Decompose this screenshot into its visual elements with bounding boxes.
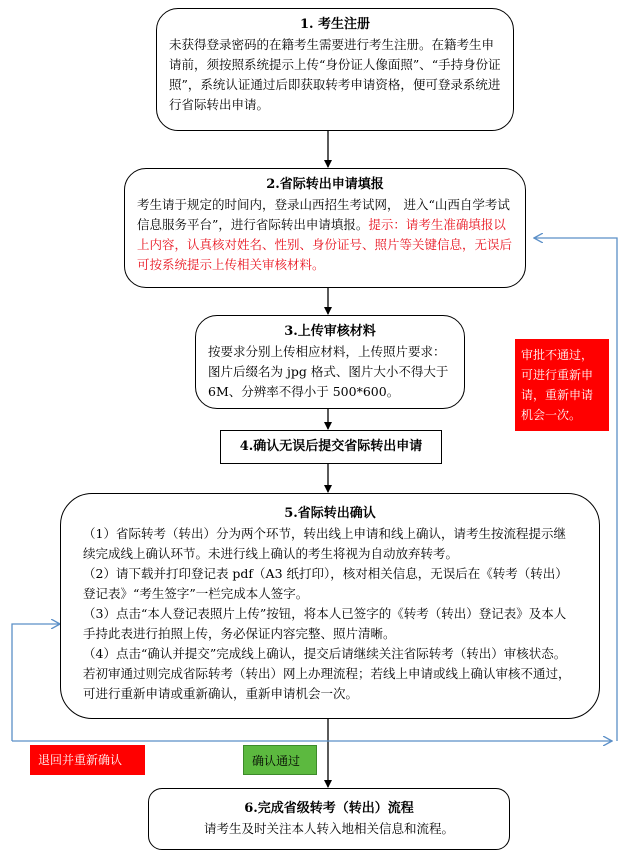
step2-warning: 提示：请考生准确填报以上内容，认真核对姓名、性别、身份证号、照片等关键信息，无误后可按系统提示上传相关审核材料。 [137,217,513,272]
step1-title: 1. 考生注册 [299,17,371,32]
step5-paragraph: （3）点击“本人登记表照片上传”按钮，将本人已签字的《转考（转出）登记表》及本人手持此表进行拍照上传，务必保证内容完整、照片清晰。 [83,606,567,641]
step5-title: 5.省际转出确认 [284,506,376,521]
step5-paragraph: （2）请下载并打印登记表 pdf（A3 纸打印），核对相关信息，无误后在《转考（转出）登记表》“考生签字”一栏完成本人签字。 [83,566,568,601]
step5-box [60,493,600,719]
step4-title: 4.确认无误后提交省际转出申请 [239,439,423,454]
step5-paragraph: （4）点击“确认并提交”完成线上确认，提交后请继续关注省际转考（转出）审核状态。若初审通过则完成省际转考（转出）网上办理流程；若线上申请或线上确认审核不通过，可进行重新申请或重新确认，重新申请机会一次。 [83,646,571,701]
return-label: 退回并重新确认 [30,745,145,775]
step1-box [156,8,514,131]
step3-title: 3.上传审核材料 [284,324,376,339]
step6-title: 6.完成省级转考（转出）流程 [244,801,414,816]
step2-title: 2.省际转出申请填报 [266,177,384,192]
rejected-label: 审批不通过，可进行重新申请，重新申请机会一次。 [515,339,609,431]
step2-text [137,195,513,275]
step3-text: 按要求分别上传相应材料，上传照片要求：图片后缀名为 jpg 格式、图片大小不得大于6M、分辨率不得小于 500*600。 [208,344,449,399]
step6-box [148,788,510,850]
step5-paragraph: （1）省际转考（转出）分为两个环节，转出线上申请和线上确认，请考生按流程提示继续完成线上确认环节。未进行线上确认的考生将视为自动放弃转考。 [83,526,566,561]
step1-text: 未获得登录密码的在籍考生需要进行考生注册。在籍考生申请前，须按照系统提示上传“身份证人像面照”、“手持身份证照”，系统认证通过后即获取转考申请资格，便可登录系统进行省际转出申请。 [169,37,501,112]
confirmed-label: 确认通过 [243,745,317,775]
step2-box [124,168,526,288]
step4-box [220,430,442,464]
step6-text: 请考生及时关注本人转入地相关信息和流程。 [203,821,454,836]
step3-box [195,315,465,409]
loop-arrow-to-step5 [12,624,60,741]
step2-instructions: 考生请于规定的时间内，登录山西招生考试网， 进入“山西自学考试信息服务平台”，进行省际转出申请填报。 [137,197,510,232]
